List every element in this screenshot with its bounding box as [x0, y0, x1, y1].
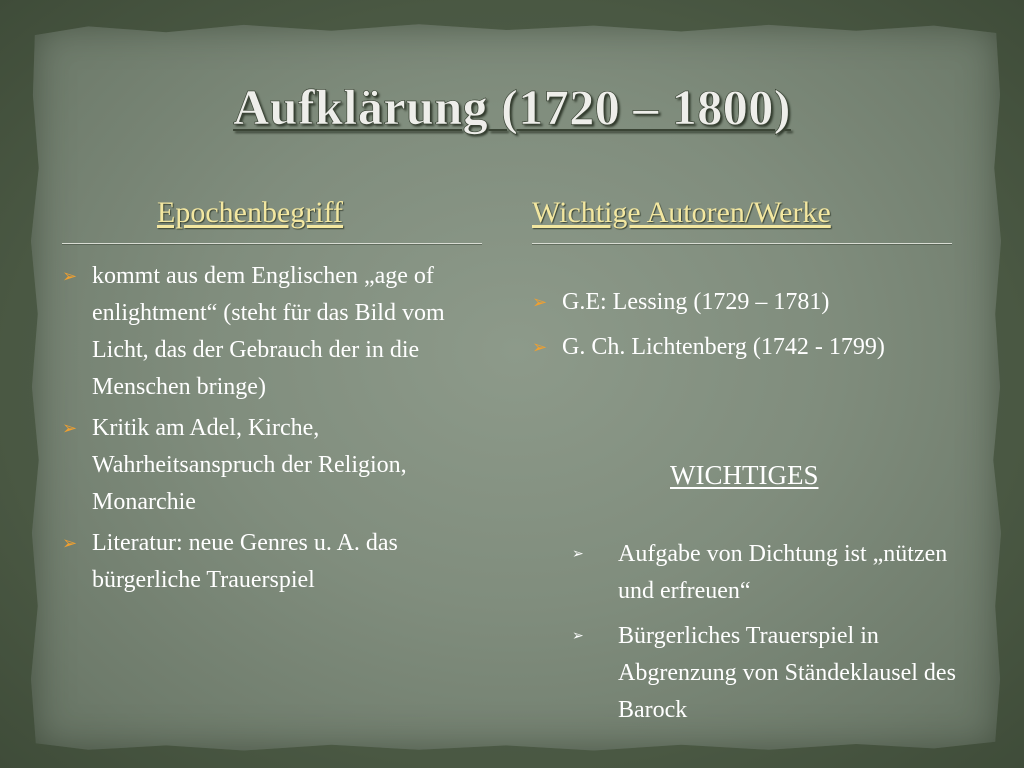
list-item-text: G.E: Lessing (1729 – 1781)	[562, 289, 830, 315]
list-item-text: Bürgerliches Trauerspiel in Abgrenzung von Ständeklausel des Barock	[618, 623, 956, 723]
list-item	[532, 325, 1002, 370]
list-item	[62, 525, 502, 599]
list-item	[572, 618, 982, 729]
right-column-list	[532, 280, 1002, 370]
arrow-bullet-icon: ➢	[572, 546, 584, 562]
list-item-text: Kritik am Adel, Kirche, Wahrheitsanspruch der Religion, Monarchie	[92, 415, 407, 515]
right-column-heading: Wichtige Autoren/Werke	[532, 196, 831, 229]
arrow-bullet-icon: ➢	[62, 418, 78, 439]
list-item	[62, 410, 502, 521]
arrow-bullet-icon: ➢	[62, 266, 78, 287]
list-item-text: Literatur: neue Genres u. A. das bürgerliche Trauerspiel	[92, 530, 398, 593]
list-item	[572, 536, 982, 610]
left-column-divider	[62, 243, 482, 244]
slide-title: Aufklärung (1720 – 1800)	[233, 79, 791, 135]
left-column-list	[62, 258, 502, 599]
important-list	[572, 536, 982, 729]
list-item-text: G. Ch. Lichtenberg (1742 - 1799)	[562, 334, 885, 360]
left-column-heading: Epochenbegriff	[157, 196, 344, 229]
list-item	[62, 258, 502, 406]
list-item	[532, 280, 1002, 325]
right-column-divider	[532, 243, 952, 244]
important-heading: WICHTIGES	[670, 460, 819, 490]
list-item-text: Aufgabe von Dichtung ist „nützen und erfreuen“	[618, 541, 948, 604]
arrow-bullet-icon: ➢	[572, 628, 584, 644]
arrow-bullet-icon: ➢	[532, 292, 548, 313]
arrow-bullet-icon: ➢	[62, 533, 78, 554]
list-item-text: kommt aus dem Englischen „age of enlightment“ (steht für das Bild vom Licht, das der Gebrauch der in die Menschen bringe)	[92, 263, 445, 400]
arrow-bullet-icon: ➢	[532, 337, 548, 358]
